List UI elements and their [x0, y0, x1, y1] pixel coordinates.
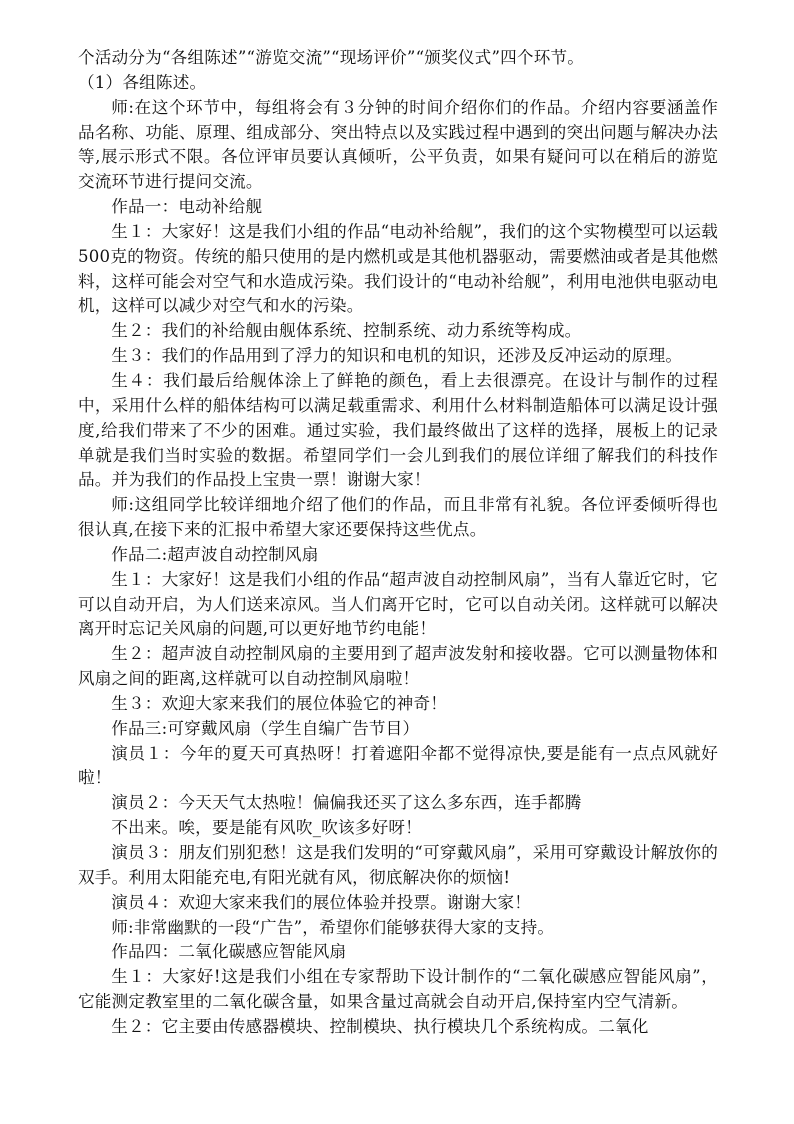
paragraph-work3-actor2-cont: 不出来。唉，要是能有风吹_吹该多好呀！ — [111, 818, 422, 838]
work-title-2: 作品二:超声波自动控制风扇 — [111, 544, 319, 564]
paragraph-work4-student2: 生２：它主要由传感器模块、控制模块、执行模块几个系统构成。二氧化 — [111, 1016, 649, 1036]
paragraph-work3-actor1: 演员１：今年的夏天可真热呀！打着遮阳伞都不觉得凉快,要是能有一点点风就好啦！ — [78, 743, 718, 788]
paragraph-teacher-comment-3: 师:非常幽默的一段“广告”，希望你们能够获得大家的支持。 — [111, 917, 555, 937]
paragraph-work4-student1: 生１：大家好!这是我们小组在专家帮助下设计制作的“二氧化碳感应智能风扇”，它能测定教室里的二氧化碳含量，如果含量过高就会自动开启,保持室内空气清新。 — [78, 967, 718, 1012]
paragraph-work1-student2: 生２：我们的补给舰由舰体系统、控制系统、动力系统等构成。 — [111, 321, 582, 341]
section-heading-group-statements: （1）各组陈述。 — [78, 72, 207, 92]
paragraph-work3-actor4: 演员４：欢迎大家来我们的展位体验并投票。谢谢大家！ — [111, 892, 532, 912]
paragraph-activity-stages: 个活动分为“各组陈述”“游览交流”“现场评价”“颁奖仪式”四个环节。 — [78, 48, 585, 67]
document-page — [78, 46, 718, 1040]
paragraph-work1-student1: 生１：大家好！这是我们小组的作品“电动补给舰”，我们的这个实物模型可以运载500克的物资。传统的船只使用的是内燃机或是其他机器驱动，需要燃油或者是其他燃料，这样可能会对空气和水造成污染。我们设计的“电动补给舰”，利用电池供电驱动电机，这样可以减少对空气和水的污染。 — [78, 221, 718, 316]
work-title-1: 作品一：电动补给舰 — [111, 197, 263, 217]
work-title-4: 作品四：二氧化碳感应智能风扇 — [111, 942, 347, 962]
paragraph-work1-student3: 生３：我们的作品用到了浮力的知识和电机的知识，还涉及反冲运动的原理。 — [111, 346, 683, 366]
paragraph-teacher-comment-1: 师:这组同学比较详细地介绍了他们的作品，而且非常有礼貌。各位评委倾听得也很认真,在接下来的汇报中希望大家还要保持这些优点。 — [78, 495, 718, 540]
paragraph-work1-student4: 生４：我们最后给舰体涂上了鲜艳的颜色，看上去很漂亮。在设计与制作的过程中，采用什么样的船体结构可以满足载重需求、利用什么材料制造船体可以满足设计强度,给我们带来了不少的困难。通过实验，我们最终做出了这样的选择，展板上的记录单就是我们当时实验的数据。希望同学们一会儿到我们的展位详细了解我们的科技作品。并为我们的作品投上宝贵一票！谢谢大家！ — [78, 370, 718, 490]
paragraph-work2-student3: 生３：欢迎大家来我们的展位体验它的神奇！ — [111, 693, 448, 713]
paragraph-work3-actor3: 演员３：朋友们别犯愁！这是我们发明的“可穿戴风扇”，采用可穿戴设计解放你的双手。利用太阳能充电,有阳光就有风，彻底解决你的烦恼! — [78, 843, 718, 887]
work-title-3: 作品三:可穿戴风扇（学生自编广告节目） — [111, 718, 420, 738]
paragraph-work2-student2: 生２：超声波自动控制风扇的主要用到了超声波发射和接收器。它可以测量物体和风扇之间的距离,这样就可以自动控制风扇啦！ — [78, 644, 718, 689]
paragraph-teacher-intro: 师:在这个环节中，每组将会有３分钟的时间介绍你们的作品。介绍内容要涵盖作品名称、功能、原理、组成部分、突出特点以及实践过程中遇到的突出问题与解决办法等,展示形式不限。各位评审员要认真倾听，公平负责，如果有疑问可以在稍后的游览交流环节进行提问交流。 — [78, 97, 718, 192]
paragraph-work3-actor2: 演员２：今天天气太热啦！偏偏我还买了这么多东西，连手都腾 — [111, 793, 582, 813]
paragraph-work2-student1: 生１：大家好！这是我们小组的作品“超声波自动控制风扇”，当有人靠近它时，它可以自动开启，为人们送来凉风。当人们离开它时，它可以自动关闭。这样就可以解决离开时忘记关风扇的问题,可以更好地节约电能！ — [78, 569, 718, 639]
